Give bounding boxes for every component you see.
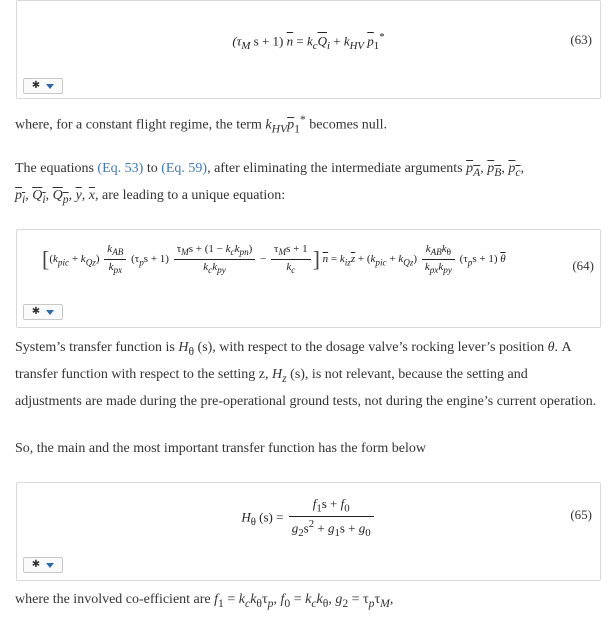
gear-icon: ✱ — [31, 306, 41, 317]
paragraph-text: adjustments are made during the pre-operational ground tests, not during the engine’s current operation. — [15, 394, 597, 409]
paragraph-text: , are leading to a unique equation: — [95, 188, 286, 203]
paragraph: where the involved co-efficient are $f_1 = k_ck_\theta\tau_p$, $f_0 = k_ck_\theta$, $g_2 = \tau_p\tau_M$, — [15, 592, 394, 610]
equation-number-63: (63) — [570, 32, 592, 47]
chevron-down-icon — [46, 84, 54, 89]
equation-number-65: (65) — [570, 507, 592, 522]
paragraph-text: . A — [554, 340, 572, 355]
equation-65: $H_\theta$ (s) = $\frac{f_1s + f_0}{g_2s^2 + g_1s + g_0}$ — [17, 497, 600, 540]
chevron-down-icon — [46, 563, 54, 568]
paragraph-text: transfer function with respect to the setting z, — [15, 367, 269, 382]
paragraph: where, for a constant flight regime, the term $k_{HV}\overline{p}_1^*$ becomes null. — [15, 113, 388, 136]
equation-link-53[interactable]: (Eq. 53) — [97, 161, 144, 176]
paragraph: The equations (Eq. 53) to (Eq. 59), after eliminating the intermediate arguments $p_A$, $p_B$, $p_c$, — [15, 161, 525, 179]
paragraph-text: , after eliminating the intermediate arguments — [207, 161, 463, 176]
gear-icon: ✱ — [31, 80, 41, 91]
paragraph-text: (s), with respect to the dosage valve’s rocking lever’s position — [197, 340, 545, 355]
paragraph: System’s transfer function is $H_\theta$ (s), with respect to the dosage valve’s rocking lever’s position θ. A — [15, 340, 572, 358]
paragraph-text: where the involved co-efficient are — [15, 592, 211, 607]
paragraph: $p_i$, $Q_i$, $Q_p$, $\overline{y}$, $\overline{x}$, are leading to a unique equation: — [15, 188, 286, 206]
equation-63: ($\tau_M$ s + 1) $\overline{n} = k_c\overline{Q}_i + k_{HV}$ $\overline{p}_1^*$ — [232, 31, 385, 52]
equation-box-64 — [16, 229, 601, 328]
equation-box-63 — [16, 0, 601, 99]
equation-menu-button[interactable] — [23, 304, 63, 320]
paragraph-text: where, for a constant flight regime, the term — [15, 117, 262, 133]
equation-menu-button[interactable] — [23, 557, 63, 573]
gear-icon: ✱ — [31, 559, 41, 570]
chevron-down-icon — [46, 310, 54, 315]
paragraph-text: The equations — [15, 161, 94, 176]
equation-menu-button[interactable] — [23, 78, 63, 94]
paragraph-text: becomes null. — [309, 117, 388, 133]
paragraph — [15, 388, 604, 415]
equation-box-65 — [16, 482, 601, 581]
paragraph-text: System’s transfer function is — [15, 340, 175, 355]
paragraph: transfer function with respect to the setting z, $H_z$ (s), is not relevant, because the setting and — [15, 367, 528, 385]
equation-number-64: (64) — [572, 258, 594, 273]
paragraph-text: So, the main and the most important transfer function has the form below — [15, 441, 426, 456]
paragraph — [15, 435, 604, 462]
paragraph-text: to — [146, 161, 158, 176]
equation-link-59[interactable]: (Eq. 59) — [161, 161, 208, 176]
equation-64: [$(k_{pic} + k_{Qz})$ $\frac{k_{AB}}{k_{px}}$ $(\tau_ps + 1)$ $\frac{\tau_Ms + (1 - k_ck_{pn})}{k_ck_{py}}$ − $\frac{\tau_Ms + 1}{k_c}$ ] $\overline{n} = k_{iz}\overline{z} + (k_{pic} + k_{Qz})$ $\frac{k_{AB}k_\theta}{k_{px}k_{py}}$ $(\tau_ps + 1)$ $\overline{\theta}$ — [42, 243, 506, 276]
paragraph-text: (s), is not relevant, because the setting and — [290, 367, 528, 382]
